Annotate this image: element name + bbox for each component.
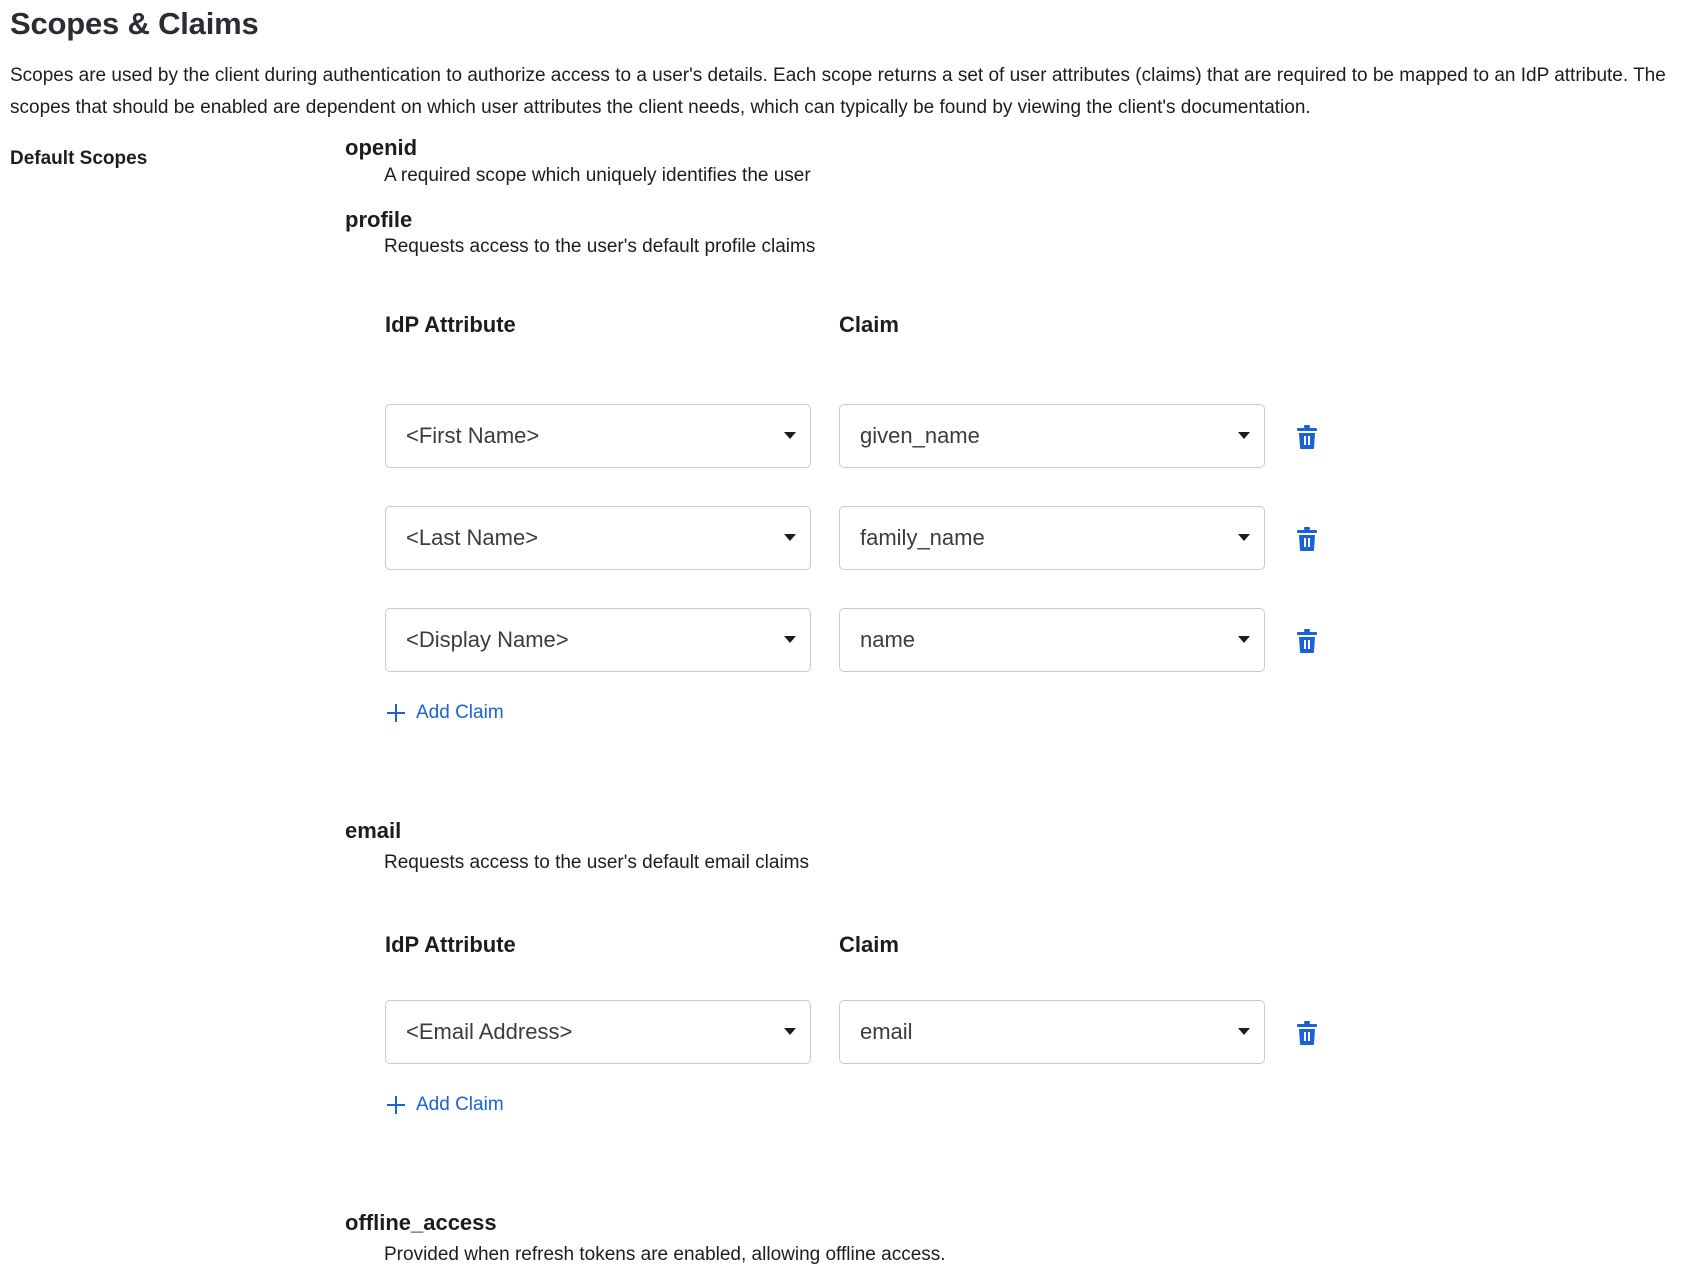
caret-down-icon: [784, 636, 796, 643]
select-value: name: [860, 627, 916, 652]
add-claim-label: Add Claim: [416, 1094, 504, 1115]
email-claim-select-1[interactable]: [839, 1000, 1265, 1064]
caret-down-icon: [1238, 636, 1250, 643]
page-description: Scopes are used by the client during authentication to authorize access to a user's details. Each scope returns a set of user attributes (claims) that are required to be mapped to an IdP attribute. The scopes that should be enabled are dependent on which user attributes the client needs, which can typically be found by viewing the client's documentation.: [10, 65, 1666, 118]
profile-claim-select-1[interactable]: [839, 404, 1265, 468]
select-value: family_name: [860, 525, 985, 550]
scope-profile-name: profile: [345, 207, 413, 232]
scope-profile-description: Requests access to the user's default profile claims: [384, 236, 816, 257]
profile-attribute-select-1[interactable]: [385, 404, 811, 468]
caret-down-icon: [784, 432, 796, 439]
profile-add-claim-button[interactable]: [386, 700, 504, 726]
profile-claim-select-2[interactable]: [839, 506, 1265, 570]
trash-icon[interactable]: [1295, 526, 1319, 552]
scope-email-name: email: [345, 818, 402, 843]
default-scopes-label: Default Scopes: [10, 148, 148, 169]
scope-offline-access-description: Provided when refresh tokens are enabled, allowing offline access.: [384, 1244, 946, 1265]
caret-down-icon: [1238, 432, 1250, 439]
trash-icon[interactable]: [1295, 628, 1319, 654]
profile-claim-select-3[interactable]: [839, 608, 1265, 672]
select-value: <Email Address>: [406, 1019, 573, 1044]
add-claim-label: Add Claim: [416, 702, 504, 723]
select-value: <Display Name>: [406, 627, 569, 652]
scope-offline-access-name: offline_access: [345, 1210, 497, 1235]
plus-icon: [386, 1095, 406, 1115]
email-claim-header: Claim: [839, 932, 899, 957]
caret-down-icon: [784, 534, 796, 541]
email-add-claim-button[interactable]: [386, 1092, 504, 1118]
profile-attribute-header: IdP Attribute: [385, 312, 516, 337]
email-attribute-header: IdP Attribute: [385, 932, 516, 957]
page-title: Scopes & Claims: [10, 6, 259, 41]
email-attribute-select-1[interactable]: [385, 1000, 811, 1064]
scope-openid-description: A required scope which uniquely identifies the user: [384, 165, 811, 186]
profile-attribute-select-2[interactable]: [385, 506, 811, 570]
trash-icon[interactable]: [1295, 1020, 1319, 1046]
scope-openid-name: openid: [345, 135, 418, 160]
caret-down-icon: [784, 1028, 796, 1035]
select-value: email: [860, 1019, 913, 1044]
caret-down-icon: [1238, 534, 1250, 541]
scope-email-description: Requests access to the user's default email claims: [384, 852, 809, 873]
trash-icon[interactable]: [1295, 424, 1319, 450]
select-value: <Last Name>: [406, 525, 539, 550]
select-value: given_name: [860, 423, 980, 448]
profile-attribute-select-3[interactable]: [385, 608, 811, 672]
profile-claim-header: Claim: [839, 312, 899, 337]
caret-down-icon: [1238, 1028, 1250, 1035]
plus-icon: [386, 703, 406, 723]
select-value: <First Name>: [406, 423, 540, 448]
